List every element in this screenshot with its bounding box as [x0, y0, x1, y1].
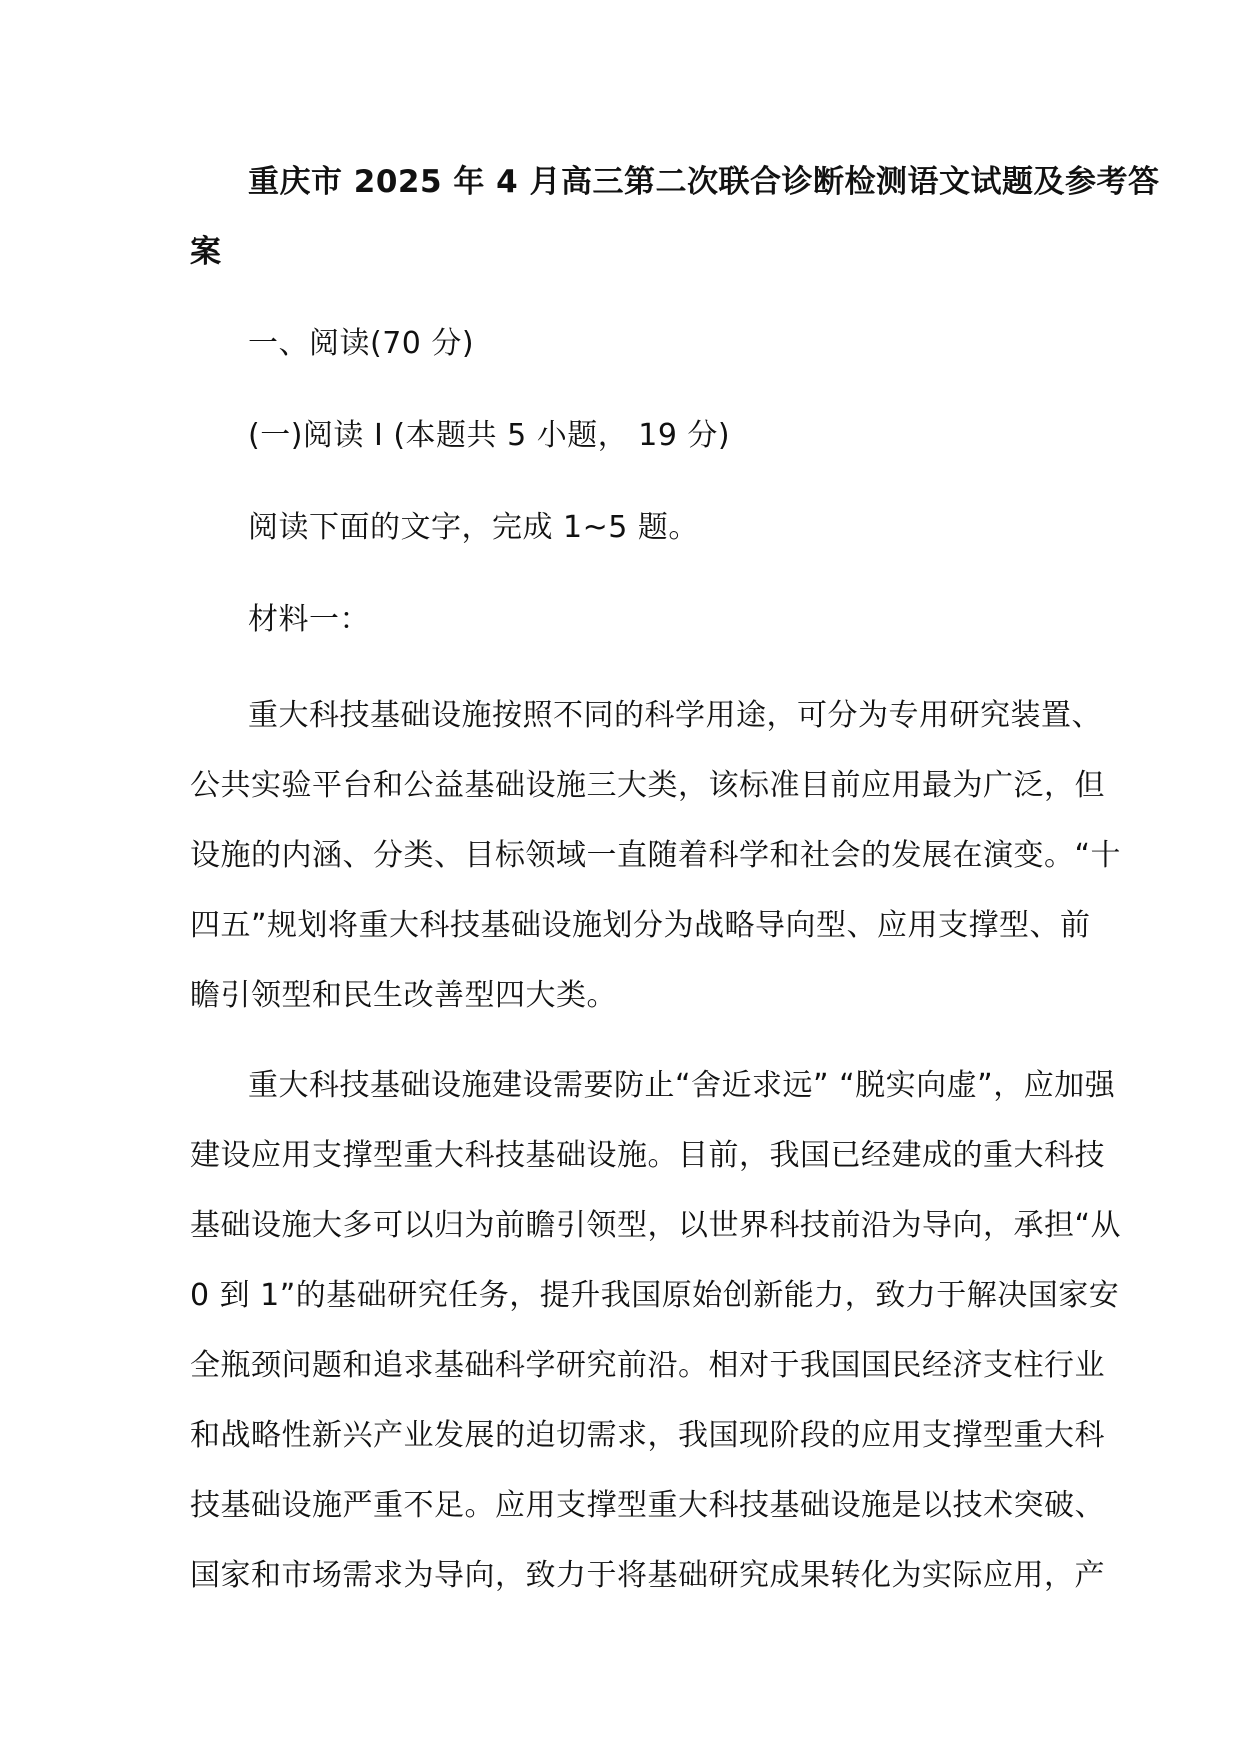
material-label: 材料一： [248, 602, 370, 637]
subsection-heading: (一)阅读 I (本题共 5 小题， 19 分) [248, 418, 731, 453]
document-title-line-1: 重庆市 2025 年 4 月高三第二次联合诊断检测语文试题及参考答 [248, 164, 1160, 200]
paragraph-line: 国家和市场需求为导向，致力于将基础研究成果转化为实际应用，产 [190, 1558, 1105, 1593]
paragraph-line: 技基础设施严重不足。应用支撑型重大科技基础设施是以技术突破、 [190, 1488, 1105, 1523]
paragraph-line: 全瓶颈问题和追求基础科学研究前沿。相对于我国国民经济支柱行业 [190, 1348, 1105, 1383]
paragraph-line: 建设应用支撑型重大科技基础设施。目前，我国已经建成的重大科技 [190, 1138, 1105, 1173]
instruction-text: 阅读下面的文字，完成 1~5 题。 [248, 510, 699, 545]
paragraph-line: 重大科技基础设施建设需要防止“舍近求远” “脱实向虚”，应加强 [248, 1068, 1116, 1103]
paragraph-line: 基础设施大多可以归为前瞻引领型，以世界科技前沿为导向，承担“从 [190, 1208, 1122, 1243]
paragraph-line: 公共实验平台和公益基础设施三大类，该标准目前应用最为广泛，但 [190, 768, 1105, 803]
section-heading: 一、阅读(70 分) [248, 326, 475, 361]
paragraph-line: 四五”规划将重大科技基础设施划分为战略导向型、应用支撑型、前 [190, 908, 1091, 943]
paragraph-line: 重大科技基础设施按照不同的科学用途，可分为专用研究装置、 [248, 698, 1102, 733]
paragraph-line: 0 到 1”的基础研究任务，提升我国原始创新能力，致力于解决国家安 [190, 1278, 1120, 1313]
paragraph-line: 设施的内涵、分类、目标领域一直随着科学和社会的发展在演变。“十 [190, 838, 1122, 873]
paragraph-line: 瞻引领型和民生改善型四大类。 [190, 978, 617, 1013]
paragraph-line: 和战略性新兴产业发展的迫切需求，我国现阶段的应用支撑型重大科 [190, 1418, 1105, 1453]
document-title-line-2: 案 [190, 234, 222, 270]
